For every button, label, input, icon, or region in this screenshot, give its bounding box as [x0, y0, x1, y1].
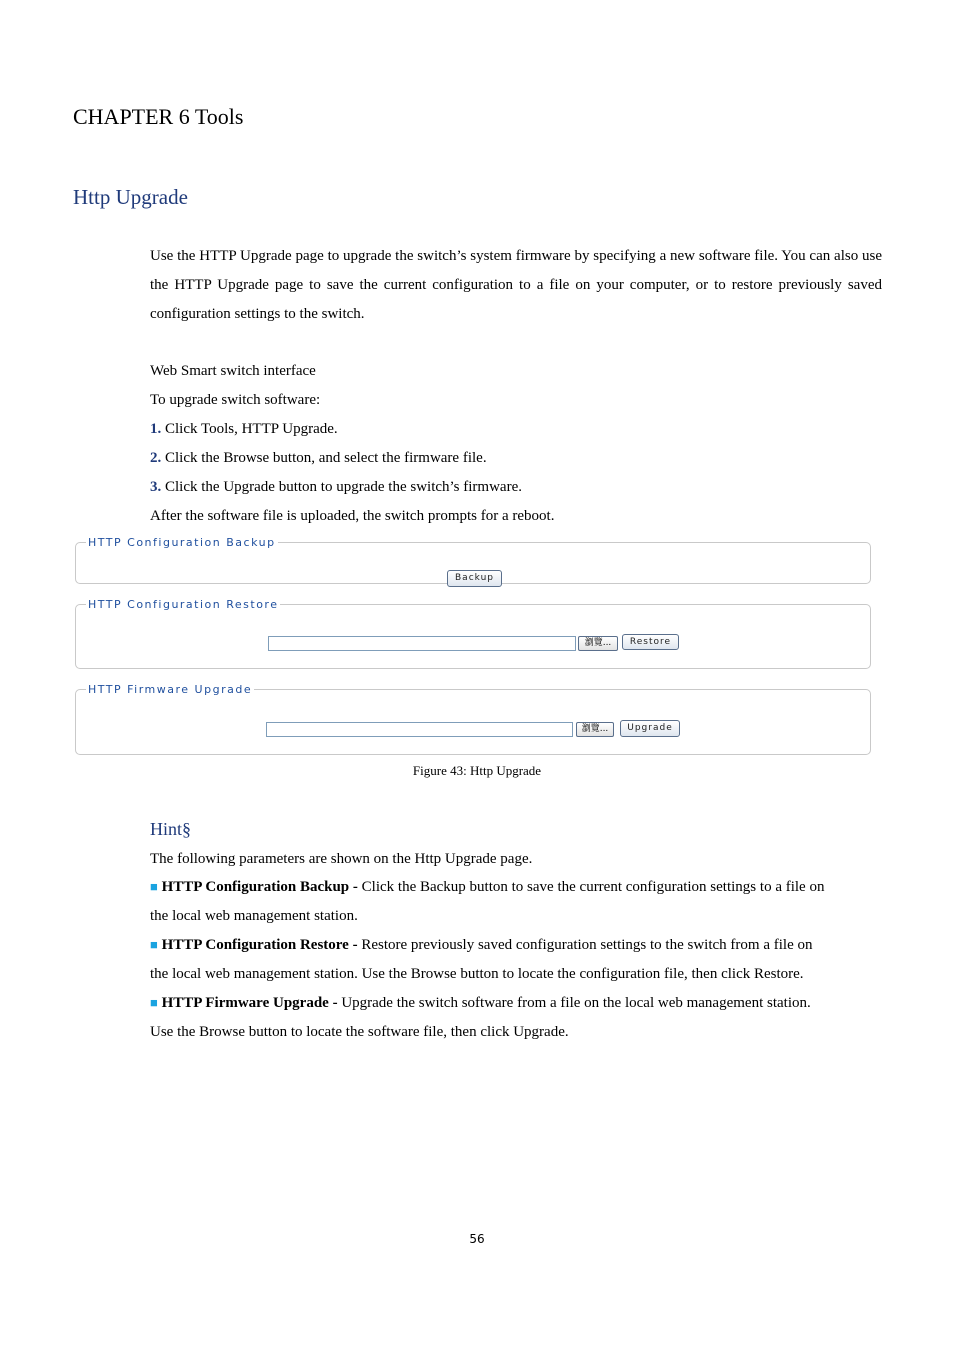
chapter-title: CHAPTER 6 Tools	[73, 104, 244, 129]
hint-desc: Click the Backup button to save the current configuration settings to a file on	[357, 879, 825, 895]
step-text: Click the Browse button, and select the firmware file.	[161, 450, 487, 466]
step-2	[150, 450, 487, 467]
bullet-square-icon: ■	[150, 995, 158, 1010]
hint-term: HTTP Configuration Backup -	[161, 879, 358, 895]
restore-panel	[75, 598, 871, 669]
steps-intro: To upgrade switch software:	[150, 392, 321, 408]
restore-browse-button[interactable]: 瀏覽...	[578, 636, 618, 651]
hint-firmware	[150, 995, 811, 1012]
hint-desc: Restore previously saved configuration settings to the switch from a file on	[357, 937, 813, 953]
web-interface-label: Web Smart switch interface	[150, 363, 316, 379]
firmware-browse-button[interactable]: 瀏覽...	[576, 722, 614, 737]
hint-firmware-cont: Use the Browse button to locate the software file, then click Upgrade.	[150, 1024, 569, 1040]
step-number: 3.	[150, 479, 162, 495]
backup-legend: HTTP Configuration Backup	[88, 536, 276, 549]
hint-backup-cont: the local web management station.	[150, 908, 358, 924]
step-text: Click Tools, HTTP Upgrade.	[161, 421, 338, 437]
step-3	[150, 479, 522, 496]
firmware-panel	[75, 683, 871, 755]
step-text: Click the Upgrade button to upgrade the switch’s firmware.	[161, 479, 522, 495]
page-number: 56	[469, 1232, 485, 1246]
bullet-square-icon: ■	[150, 879, 158, 894]
hint-term: HTTP Firmware Upgrade -	[161, 995, 338, 1011]
firmware-file-input[interactable]	[266, 722, 573, 737]
restore-file-input[interactable]	[268, 636, 576, 651]
hint-restore	[150, 937, 812, 954]
after-steps: After the software file is uploaded, the switch prompts for a reboot.	[150, 508, 555, 524]
restore-button[interactable]: Restore	[622, 634, 679, 650]
hint-desc: Upgrade the switch software from a file on the local web management station.	[337, 995, 811, 1011]
firmware-legend: HTTP Firmware Upgrade	[88, 683, 253, 696]
bullet-square-icon: ■	[150, 937, 158, 952]
backup-panel	[75, 536, 871, 584]
hint-title: Hint§	[150, 819, 192, 839]
hint-backup	[150, 879, 824, 896]
figure-caption: Figure 43: Http Upgrade	[412, 763, 542, 778]
restore-legend: HTTP Configuration Restore	[88, 598, 279, 611]
hint-restore-cont: the local web management station. Use the Browse button to locate the configuration file, then click Restore.	[150, 966, 804, 982]
upgrade-button[interactable]: Upgrade	[620, 720, 680, 737]
hint-term: HTTP Configuration Restore -	[161, 937, 358, 953]
backup-button[interactable]: Backup	[447, 570, 502, 587]
section-title: Http Upgrade	[73, 185, 188, 209]
step-number: 2.	[150, 450, 162, 466]
step-number: 1.	[150, 421, 162, 437]
hint-intro: The following parameters are shown on the Http Upgrade page.	[150, 851, 533, 867]
intro-paragraph: Use the HTTP Upgrade page to upgrade the switch’s system firmware by specifying a new software file. You can also use the HTTP Upgrade page to save the current configuration to a file on your computer, or to restore previously saved configuration settings to the switch.	[150, 248, 882, 322]
step-1	[150, 421, 338, 438]
